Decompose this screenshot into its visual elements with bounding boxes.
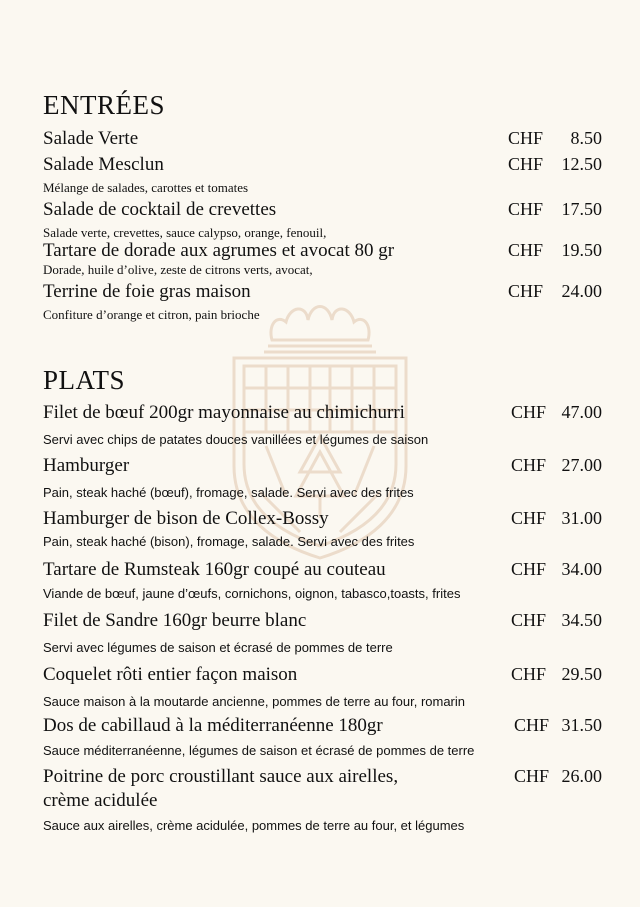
item-description: Pain, steak haché (bœuf), fromage, salade. Servi avec des frites — [43, 485, 414, 500]
item-price: 31.50 — [561, 715, 602, 735]
item-price: 34.00 — [561, 559, 602, 579]
item-description: Viande de bœuf, jaune d’œufs, cornichons, oignon, tabasco,toasts, frites — [43, 586, 461, 601]
plats-title: PLATS — [43, 365, 126, 395]
item-price: 47.00 — [561, 402, 602, 422]
item-description: Servi avec légumes de saison et écrasé de pommes de terre — [43, 640, 393, 655]
item-price: 24.00 — [561, 281, 602, 301]
item-description: Salade verte, crevettes, sauce calypso, orange, fenouil, — [43, 225, 327, 240]
menu-item — [43, 610, 603, 655]
item-name: Poitrine de porc croustillant sauce aux airelles, — [43, 766, 399, 787]
menu-item — [43, 766, 603, 833]
item-currency: CHF — [514, 715, 550, 735]
item-description: Confiture d’orange et citron, pain brioche — [43, 307, 260, 322]
item-currency: CHF — [511, 455, 547, 475]
item-name: Salade de cocktail de crevettes — [43, 199, 277, 220]
item-currency: CHF — [511, 610, 547, 630]
menu-item — [43, 281, 603, 323]
item-currency: CHF — [508, 154, 544, 174]
item-name: Tartare de dorade aux agrumes et avocat 80 gr — [43, 240, 395, 261]
item-name: Hamburger de bison de Collex-Bossy — [43, 508, 329, 529]
item-price: 17.50 — [561, 199, 602, 219]
item-description: Dorade, huile d’olive, zeste de citrons verts, avocat, — [43, 262, 313, 277]
item-name: Filet de bœuf 200gr mayonnaise au chimichurri — [43, 402, 405, 423]
item-currency: CHF — [508, 128, 544, 148]
item-name: Salade Mesclun — [43, 154, 164, 175]
item-price: 26.00 — [561, 766, 602, 786]
item-price: 34.50 — [561, 610, 602, 630]
menu-item — [43, 715, 603, 758]
item-name-line2: crème acidulée — [43, 790, 158, 811]
item-name: Hamburger — [43, 455, 130, 476]
item-price: 8.50 — [570, 128, 602, 148]
item-name: Terrine de foie gras maison — [43, 281, 251, 302]
item-description: Pain, steak haché (bison), fromage, salade. Servi avec des frites — [43, 534, 415, 549]
item-currency: CHF — [508, 240, 544, 260]
item-name: Salade Verte — [43, 128, 139, 149]
item-currency: CHF — [511, 402, 547, 422]
menu-item — [43, 402, 603, 447]
item-currency: CHF — [514, 766, 550, 786]
item-name: Filet de Sandre 160gr beurre blanc — [43, 610, 307, 631]
item-price: 19.50 — [561, 240, 602, 260]
item-currency: CHF — [511, 508, 547, 528]
menu-item — [43, 455, 603, 500]
menu-item — [43, 128, 603, 150]
item-price: 31.00 — [561, 508, 602, 528]
item-name: Coquelet rôti entier façon maison — [43, 664, 298, 685]
item-description: Sauce aux airelles, crème acidulée, pommes de terre au four, et légumes — [43, 818, 465, 833]
item-currency: CHF — [508, 199, 544, 219]
item-price: 12.50 — [561, 154, 602, 174]
item-price: 29.50 — [561, 664, 602, 684]
menu-item — [43, 508, 603, 549]
item-description: Mélange de salades, carottes et tomates — [43, 180, 249, 195]
item-currency: CHF — [511, 664, 547, 684]
menu-item — [43, 559, 603, 601]
item-name: Dos de cabillaud à la méditerranéenne 180gr — [43, 715, 383, 736]
entrees-title: ENTRÉES — [43, 90, 165, 120]
item-currency: CHF — [511, 559, 547, 579]
menu-item — [43, 240, 603, 278]
menu-item — [43, 154, 603, 196]
item-description: Sauce maison à la moutarde ancienne, pommes de terre au four, romarin — [43, 694, 466, 709]
menu-item — [43, 664, 603, 709]
menu-item — [43, 199, 603, 241]
item-description: Servi avec chips de patates douces vanillées et légumes de saison — [43, 432, 429, 447]
item-currency: CHF — [508, 281, 544, 301]
item-description: Sauce méditerranéenne, légumes de saison et écrasé de pommes de terre — [43, 743, 475, 758]
item-price: 27.00 — [561, 455, 602, 475]
item-name: Tartare de Rumsteak 160gr coupé au couteau — [43, 559, 386, 580]
